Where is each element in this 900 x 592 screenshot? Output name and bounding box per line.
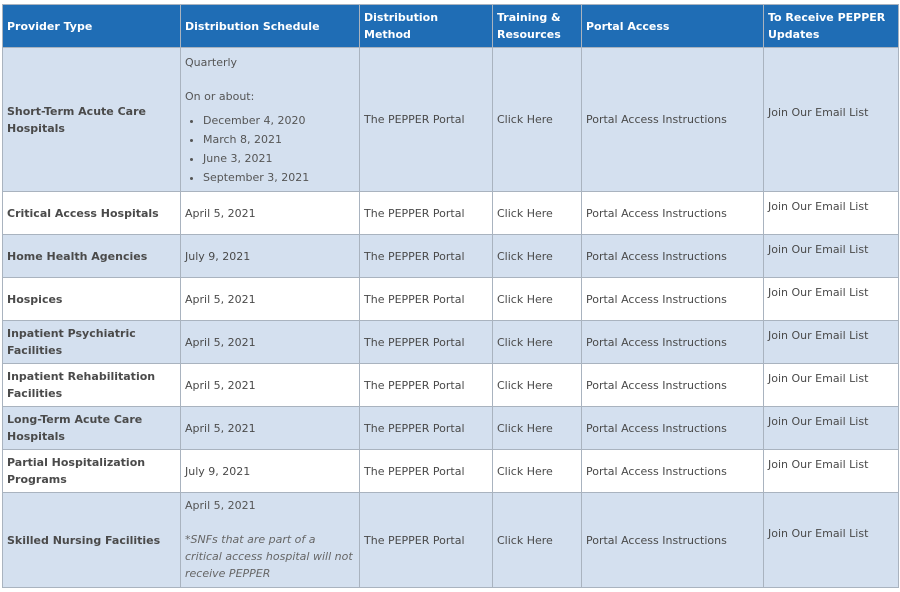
portal-access-instructions-link[interactable]: Portal Access Instructions (582, 364, 764, 407)
portal-access-instructions-link[interactable]: Portal Access Instructions (582, 493, 764, 588)
schedule-date: • March 8, 2021 (203, 130, 355, 149)
pepper-portal-link[interactable]: The PEPPER Portal (360, 192, 493, 235)
schedule-cell: April 5, 2021 (181, 278, 360, 321)
provider-type-cell: Critical Access Hospitals (3, 192, 181, 235)
schedule-frequency: Quarterly (185, 56, 238, 69)
portal-access-instructions-link[interactable]: Portal Access Instructions (582, 278, 764, 321)
header-distribution-method: Distribution Method (360, 5, 493, 48)
portal-access-instructions-link[interactable]: Portal Access Instructions (582, 235, 764, 278)
schedule-cell: July 9, 2021 (181, 235, 360, 278)
click-here-link[interactable]: Click Here (493, 493, 582, 588)
schedule-cell: April 5, 2021 (181, 407, 360, 450)
schedule-date: • December 4, 2020 (203, 111, 355, 130)
schedule-date-list (185, 111, 355, 187)
join-email-list-link[interactable]: Join Our Email List (764, 364, 899, 407)
table-row (3, 364, 899, 407)
provider-type-cell: Skilled Nursing Facilities (3, 493, 181, 588)
provider-type-cell: Partial Hospitalization Programs (3, 450, 181, 493)
table-row (3, 493, 899, 588)
pepper-portal-link[interactable]: The PEPPER Portal (360, 364, 493, 407)
table-row (3, 235, 899, 278)
pepper-portal-link[interactable]: The PEPPER Portal (360, 450, 493, 493)
schedule-cell: July 9, 2021 (181, 450, 360, 493)
portal-access-instructions-link[interactable]: Portal Access Instructions (582, 407, 764, 450)
table-row (3, 450, 899, 493)
join-email-list-link[interactable]: Join Our Email List (764, 278, 899, 321)
table-row (3, 278, 899, 321)
pepper-portal-link[interactable]: The PEPPER Portal (360, 235, 493, 278)
table-row (3, 48, 899, 192)
schedule-date: • September 3, 2021 (203, 168, 355, 187)
provider-type-cell: Inpatient Rehabilitation Facilities (3, 364, 181, 407)
schedule-cell (181, 493, 360, 588)
click-here-link[interactable]: Click Here (493, 450, 582, 493)
click-here-link[interactable]: Click Here (493, 321, 582, 364)
header-distribution-schedule: Distribution Schedule (181, 5, 360, 48)
schedule-cell: April 5, 2021 (181, 364, 360, 407)
provider-type-cell: Inpatient Psychiatric Facilities (3, 321, 181, 364)
click-here-link[interactable]: Click Here (493, 192, 582, 235)
click-here-link[interactable]: Click Here (493, 364, 582, 407)
pepper-portal-link[interactable]: The PEPPER Portal (360, 278, 493, 321)
provider-type-cell: Long-Term Acute Care Hospitals (3, 407, 181, 450)
join-email-list-link[interactable]: Join Our Email List (764, 321, 899, 364)
header-provider-type: Provider Type (3, 5, 181, 48)
header-receive-updates: To Receive PEPPER Updates (764, 5, 899, 48)
table-row (3, 407, 899, 450)
schedule-date: April 5, 2021 (185, 499, 256, 512)
schedule-date: • June 3, 2021 (203, 149, 355, 168)
schedule-note: *SNFs that are part of a critical access hospital will not receive PEPPER (185, 533, 353, 580)
schedule-cell (181, 48, 360, 192)
join-email-list-link[interactable]: Join Our Email List (764, 235, 899, 278)
portal-access-instructions-link[interactable]: Portal Access Instructions (582, 321, 764, 364)
pepper-portal-link[interactable]: The PEPPER Portal (360, 407, 493, 450)
portal-access-instructions-link[interactable]: Portal Access Instructions (582, 192, 764, 235)
schedule-cell: April 5, 2021 (181, 321, 360, 364)
header-portal-access: Portal Access (582, 5, 764, 48)
schedule-cell: April 5, 2021 (181, 192, 360, 235)
table-row (3, 192, 899, 235)
join-email-list-link[interactable]: Join Our Email List (764, 407, 899, 450)
pepper-portal-link[interactable]: The PEPPER Portal (360, 48, 493, 192)
header-row (3, 5, 899, 48)
click-here-link[interactable]: Click Here (493, 235, 582, 278)
provider-type-cell: Home Health Agencies (3, 235, 181, 278)
join-email-list-link[interactable]: Join Our Email List (764, 192, 899, 235)
click-here-link[interactable]: Click Here (493, 48, 582, 192)
join-email-list-link[interactable]: Join Our Email List (764, 450, 899, 493)
join-email-list-link[interactable]: Join Our Email List (764, 48, 899, 192)
click-here-link[interactable]: Click Here (493, 407, 582, 450)
portal-access-instructions-link[interactable]: Portal Access Instructions (582, 48, 764, 192)
header-training-resources: Training & Resources (493, 5, 582, 48)
click-here-link[interactable]: Click Here (493, 278, 582, 321)
schedule-intro: On or about: (185, 90, 255, 103)
table-row (3, 321, 899, 364)
provider-type-cell: Hospices (3, 278, 181, 321)
join-email-list-link[interactable]: Join Our Email List (764, 493, 899, 588)
pepper-distribution-table (2, 4, 899, 588)
portal-access-instructions-link[interactable]: Portal Access Instructions (582, 450, 764, 493)
pepper-portal-link[interactable]: The PEPPER Portal (360, 493, 493, 588)
pepper-portal-link[interactable]: The PEPPER Portal (360, 321, 493, 364)
provider-type-cell: Short-Term Acute Care Hospitals (3, 48, 181, 192)
